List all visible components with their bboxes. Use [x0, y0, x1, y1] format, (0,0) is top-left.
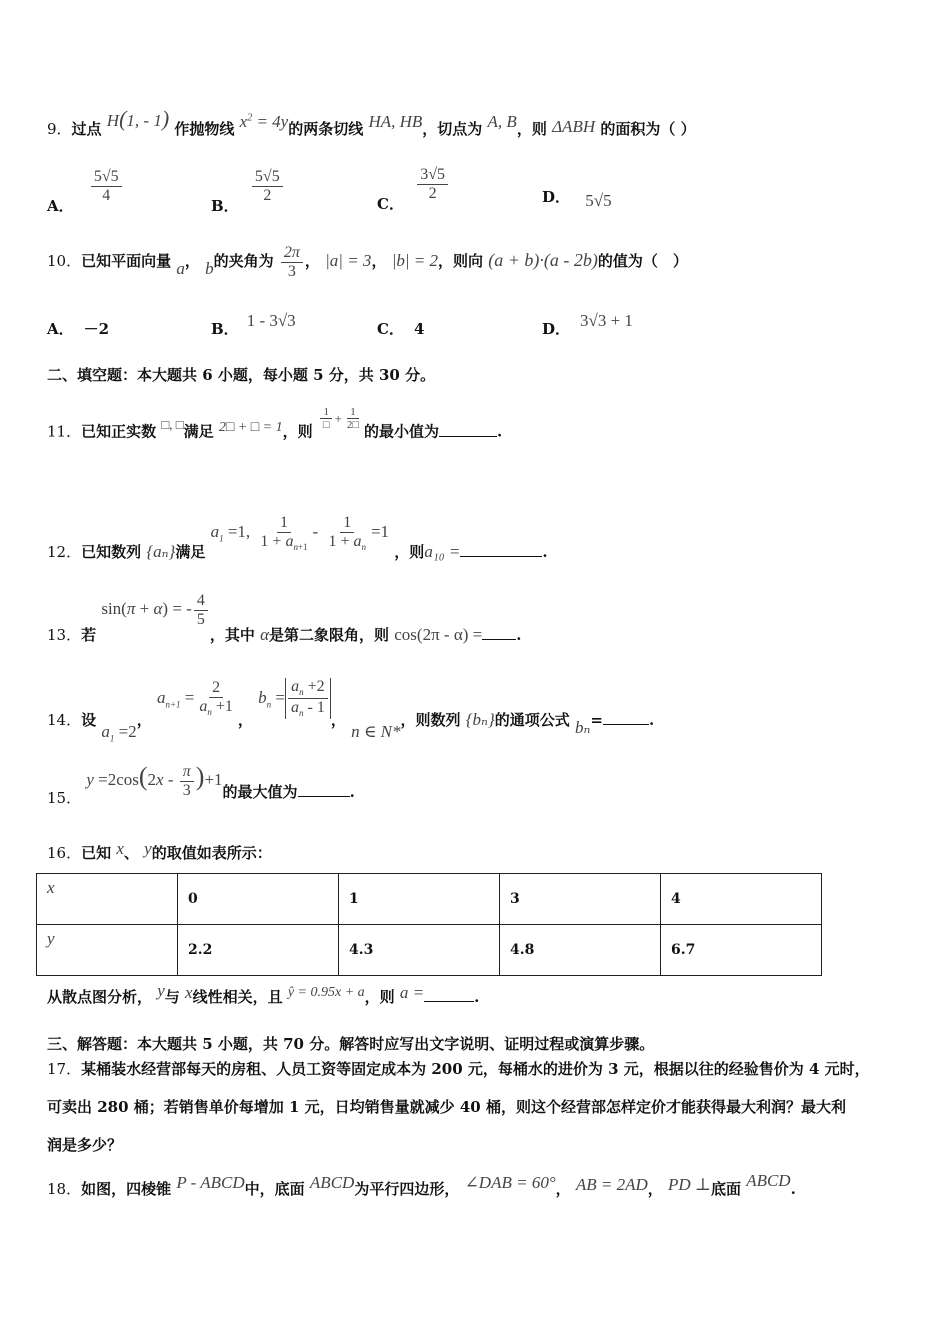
cell-text: x [47, 878, 55, 897]
option-d[interactable] [542, 310, 633, 338]
math-vector-a: a [176, 259, 185, 279]
question-14 [47, 678, 655, 743]
question-text: 从散点图分析， [47, 988, 153, 1006]
question-10 [47, 244, 688, 280]
question-text: ，切点为 [422, 120, 483, 138]
math-sequence: {bₙ} [465, 709, 495, 729]
question-text: = [590, 710, 603, 729]
table-row [37, 874, 822, 925]
math-base: ABCD [309, 1173, 355, 1192]
option-value: －2 [83, 320, 110, 338]
option-value: $\frac{5√5}{2}$ [252, 168, 283, 204]
question-text: 的面积为（ ） [600, 120, 696, 138]
question-text: 的最大值为 [222, 783, 298, 801]
math-angle: ∠DAB = 60° [464, 1173, 556, 1192]
math-bn: bₙ [575, 717, 591, 737]
answer-blank[interactable] [424, 1000, 474, 1002]
question-text: ， [136, 710, 152, 729]
math-expression: $\frac{1}{□}$ + $\frac{1}{2□}$ [318, 409, 364, 427]
math-triangle: ΔABH [552, 117, 596, 136]
math-x: x [116, 839, 124, 858]
table-row-header [37, 874, 178, 925]
table-cell: 3 [500, 874, 661, 925]
math-domain: n ∈ N* [351, 721, 401, 741]
table-row-header [37, 925, 178, 976]
option-b[interactable] [211, 168, 285, 216]
math-pd-perp: PD ⊥ [668, 1175, 711, 1194]
question-text: 的通项公式 [494, 710, 570, 729]
math-norm-a: |a| = 3 [325, 251, 372, 271]
question-text: ， [304, 252, 320, 271]
question-number: 12． [47, 543, 82, 562]
option-label: C． [377, 320, 404, 338]
math-ab: AB = 2AD [575, 1175, 648, 1194]
question-text: 为平行四边形， [354, 1180, 460, 1198]
math-target: a₁₀ = [424, 542, 461, 562]
question-text: 、 [123, 844, 139, 862]
question-text: ， [371, 252, 387, 271]
math-recurrence: $a_{n+1}$ = $\frac{2}{a_n +1}$ [156, 679, 233, 718]
question-text: 的两条切线 [288, 120, 364, 138]
question-text: . [790, 1180, 796, 1198]
math-product: (a + b)·(a - 2b) [488, 250, 598, 271]
math-a-target: a = [399, 983, 425, 1002]
question-text: 设 [81, 710, 97, 729]
question-text: . [349, 783, 355, 801]
answer-blank[interactable] [603, 723, 649, 725]
data-table [36, 873, 822, 976]
option-c[interactable] [377, 166, 450, 214]
table-cell: 6.7 [661, 925, 822, 976]
cell-text: y [47, 929, 55, 948]
question-text: 过点 [71, 120, 102, 138]
math-tangents: HA, HB [368, 112, 423, 131]
option-label: A． [47, 320, 74, 338]
question-text: 线性相关，且 [192, 988, 283, 1006]
math-base: ABCD [746, 1171, 791, 1190]
option-b[interactable] [211, 310, 296, 338]
answer-blank[interactable] [460, 555, 542, 557]
question-text: ，则 [364, 988, 395, 1006]
section-heading-fill-in: 二、填空题：本大题共 6 小题，每小题 5 分，共 30 分。 [47, 366, 436, 384]
option-value: $\frac{5√5}{4}$ [91, 168, 122, 204]
question-16-continued [47, 981, 480, 1007]
question-number: 16． [47, 844, 82, 862]
table-cell: 0 [178, 874, 339, 925]
answer-blank[interactable] [482, 638, 516, 640]
option-value: 4 [413, 320, 425, 338]
math-cos-target: cos(2π - α) = [394, 625, 483, 645]
math-parabola: $x^2 = 4y$ [239, 112, 289, 131]
table-cell: 4 [661, 874, 822, 925]
question-text: 若 [81, 626, 97, 645]
question-9 [47, 106, 696, 140]
question-text: 中，底面 [244, 1180, 305, 1198]
math-bn-definition: $b_n$ = $\frac{a_n +2}{a_n - 1}$ [258, 689, 331, 707]
option-label: D． [542, 320, 571, 338]
question-11 [47, 406, 503, 445]
answer-blank[interactable] [298, 795, 350, 797]
question-number: 15． [47, 789, 82, 807]
table-cell: 2.2 [178, 925, 339, 976]
question-text: . [542, 543, 548, 562]
question-text: ，则数列 [400, 710, 461, 729]
option-value: $\frac{3√5}{2}$ [417, 166, 448, 202]
option-value: 1 - 3√3 [246, 311, 296, 330]
section-heading-solutions: 三、解答题：本大题共 5 小题，共 70 分。解答时应写出文字说明、证明过程或演算步骤。 [47, 1035, 655, 1053]
option-label: B． [211, 320, 239, 338]
question-text: 已知 [81, 844, 112, 862]
question-13 [47, 592, 522, 645]
question-text: 作抛物线 [174, 120, 235, 138]
question-text: ，则向 [438, 252, 484, 271]
question-number: 14． [47, 710, 82, 729]
question-text: 如图，四棱锥 [81, 1180, 172, 1198]
option-c[interactable] [377, 318, 424, 339]
question-text: ， [555, 1180, 571, 1198]
question-text: 满足 [183, 422, 214, 441]
option-label: A． [47, 197, 74, 216]
question-text: 与 [164, 988, 180, 1006]
question-15 [47, 762, 355, 807]
question-text: 已知正实数 [81, 422, 157, 441]
question-text: 已知平面向量 [81, 252, 172, 271]
option-a[interactable] [47, 318, 109, 339]
question-text: 的夹角为 [213, 252, 274, 271]
math-y: y [144, 839, 152, 858]
question-12 [47, 510, 548, 562]
math-variables: □, □ [161, 416, 184, 432]
math-a1: $a_1 =2$ [101, 721, 137, 743]
option-label: D． [542, 188, 571, 206]
table-row [37, 925, 822, 976]
math-points: A, B [487, 112, 517, 131]
math-pyramid: P - ABCD [176, 1173, 245, 1192]
question-text: 的值为（ ） [597, 252, 688, 271]
question-text: ，则 [282, 422, 313, 441]
question-text: 的最小值为 [364, 422, 440, 441]
question-text: 是第二象限角，则 [269, 626, 390, 645]
question-text: ， [330, 710, 346, 729]
math-regression: ŷ = 0.95x + a [287, 985, 365, 1000]
math-angle: $\frac{2\pi}{3}$ [281, 244, 303, 280]
question-text: . [474, 988, 480, 1006]
option-d[interactable] [542, 186, 612, 210]
question-text: 满足 [175, 543, 206, 562]
option-a[interactable] [47, 168, 124, 216]
question-text: 底面 [710, 1180, 741, 1198]
math-point-h: H(1, - 1) [106, 106, 170, 131]
math-x: x [185, 983, 193, 1002]
question-17-line2: 可卖出 280 桶；若销售单价每增加 1 元，日均销售量就减少 40 桶，则这个经营部怎样定价才能获得最大利润？最大利 [47, 1098, 846, 1116]
option-value: 3√3 + 1 [580, 311, 633, 330]
math-function: y =2cos(2x - $\frac{\pi}{3}$ )+1 [86, 762, 223, 799]
question-text: ， [184, 252, 200, 271]
math-constraint: 2□ + □ = 1 [218, 419, 283, 435]
math-sin-equation: sin(π + α) = - $\frac{4}{5}$ [101, 600, 209, 618]
math-norm-b: |b| = 2 [391, 251, 439, 271]
option-value: 5√5 [585, 191, 612, 210]
question-number: 13． [47, 626, 82, 645]
question-number: 10． [47, 252, 82, 271]
table-cell: 1 [339, 874, 500, 925]
question-number: 11． [47, 422, 82, 441]
question-text: ，则 [394, 543, 425, 562]
question-17-line3: 润是多少？ [47, 1136, 123, 1154]
question-number: 18． [47, 1180, 82, 1198]
question-18 [47, 1171, 796, 1199]
math-vector-b: b [205, 259, 214, 279]
question-text: 的取值如表所示： [151, 844, 272, 862]
math-sequence: {aₙ} [146, 542, 176, 562]
question-text: 某桶装水经营部每天的房租、人员工资等固定成本为 200 元，每桶水的进价为 3 元，根据以往的经验售价为 4 元时， [81, 1060, 870, 1078]
question-text: ， [647, 1180, 663, 1198]
question-number: 9． [47, 120, 72, 138]
answer-blank[interactable] [439, 435, 497, 437]
question-text: . [497, 422, 503, 441]
question-16 [47, 839, 272, 863]
question-text: . [648, 710, 655, 729]
math-y: y [157, 981, 165, 1000]
option-label: B． [211, 197, 239, 216]
table-cell: 4.8 [500, 925, 661, 976]
option-label: C． [377, 195, 404, 214]
question-17 [47, 1058, 870, 1079]
question-text: ，其中 [209, 626, 255, 645]
math-alpha: α [260, 625, 270, 645]
question-text: ， [237, 710, 253, 729]
question-text: 已知数列 [81, 543, 142, 562]
question-text: . [516, 626, 522, 645]
math-recurrence: $a_1 =1$, $\frac{1}{1 + a_{n+1}}$ - $\frac{1}{1 + a_n}$ =1 [210, 514, 390, 552]
table-cell: 4.3 [339, 925, 500, 976]
question-number: 17． [47, 1060, 82, 1078]
question-text: ，则 [516, 120, 547, 138]
